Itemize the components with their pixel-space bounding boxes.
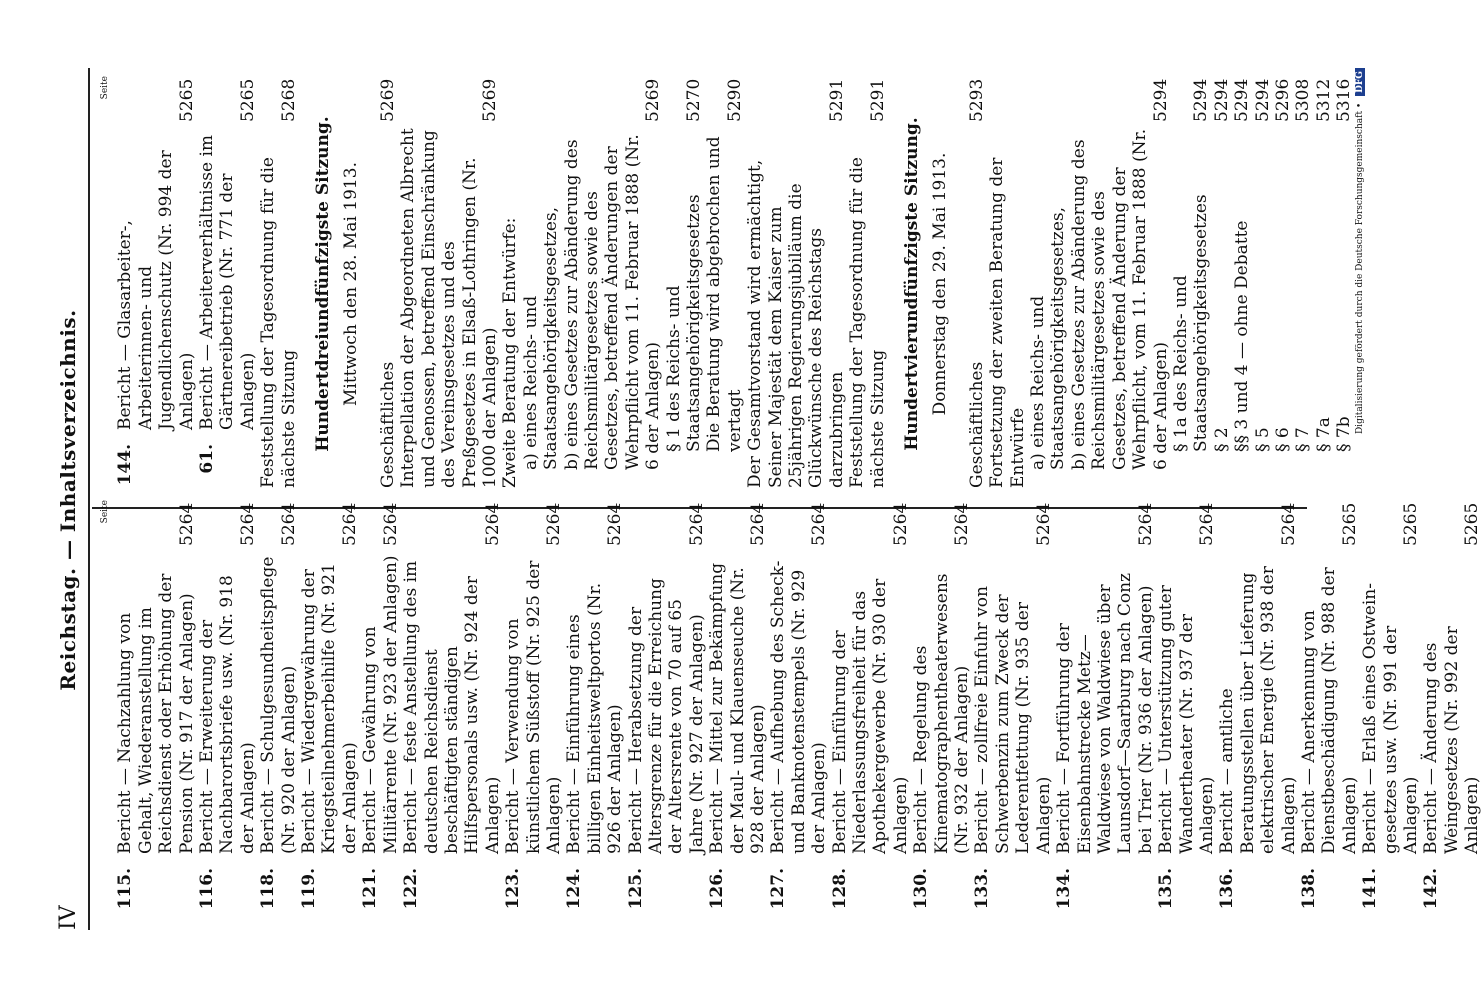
toc-entry-page: 5294 — [1252, 78, 1273, 122]
toc-entry-text: § 2 — [1211, 427, 1232, 452]
toc-entry-text: Bericht — Einführung der Niederlassungsfreiheit für das Apothekergewerbe (Nr. 930 der Anlagen) — [829, 578, 911, 854]
toc-entry-text: Bericht — amtliche Beratungsstellen über Lieferung elektrischer Energie (Nr. 938 der Anlagen) — [1217, 566, 1299, 854]
left-column — [95, 500, 1483, 912]
toc-entry-text: Bericht — Nachzahlung von Gehalt, Wiederanstellung im Reichsdienst oder Erhöhung der Pension (Nr. 917 der Anlagen) — [115, 573, 197, 854]
toc-entry — [197, 80, 258, 488]
toc-entry — [1360, 504, 1421, 912]
toc-entry-text: § 5 — [1252, 427, 1273, 452]
toc-plain-entry — [745, 80, 847, 488]
toc-entry-number: 116. — [197, 868, 218, 910]
toc-entry-text: Bericht — Gewährung von Militärrente (Nr. 923 der Anlagen) — [360, 555, 401, 854]
toc-plain-entry — [258, 80, 299, 488]
toc-entry-page: 5264 — [686, 502, 707, 546]
toc-entry-page: 5269 — [643, 78, 664, 122]
toc-entry-page: 5268 — [278, 78, 299, 122]
toc-plain-entry — [500, 80, 520, 488]
toc-entry-text: Bericht — zollfreie Einfuhr von Schwerbenzin zum Zweck der Lederentfettung (Nr. 935 der Anlagen) — [972, 586, 1054, 854]
toc-entry — [360, 504, 401, 912]
toc-plain-entry — [521, 80, 562, 488]
toc-entry-text: Feststellung der Tagesordnung für die nächste Sitzung — [847, 157, 888, 488]
right-top-entries — [115, 80, 258, 488]
toc-entry-text: Der Gesamtvorstand wird ermächtigt, Seiner Majestät dem Kaiser zum 25jährigen Regierungsjubiläum die Glückwünsche des Reichstags darzubringen — [745, 159, 847, 488]
toc-entry-number: 126. — [707, 868, 728, 910]
toc-entry-page: 5291 — [867, 78, 888, 122]
toc-entry — [1217, 504, 1299, 912]
toc-entry-text: Bericht — Erweiterung der Nachbarortsbriefe usw. (Nr. 918 der Anlagen) — [197, 575, 258, 854]
page-header — [56, 70, 84, 930]
session-title: Hundertvierundfünfzigste Sitzung. — [902, 117, 923, 451]
toc-entry-text: Bericht — Erlaß eines Ostwein-gesetzes usw. (Nr. 991 der Anlagen) — [1360, 583, 1421, 854]
toc-entry — [768, 504, 829, 912]
toc-entry-number: 61. — [197, 444, 218, 474]
toc-entry-text: § 1 des Reichs- und Staatsangehörigkeitsgesetzes — [663, 194, 704, 452]
toc-entry-page: 5264 — [278, 502, 299, 546]
toc-entry-page: 5316 — [1334, 78, 1355, 122]
toc-entry-number: 134. — [1054, 868, 1075, 910]
toc-entry-text: §§ 3 und 4 — ohne Debatte — [1232, 220, 1253, 452]
toc-entry-number: 115. — [115, 868, 136, 910]
toc-plain-entry — [987, 80, 1028, 488]
toc-entry-number: 123. — [503, 868, 524, 910]
toc-entry-text: Bericht — Anerkennung von Dienstbeschädigung (Nr. 988 der Anlagen) — [1298, 567, 1360, 854]
session-date: Donnerstag den 29. Mai 1913. — [930, 152, 951, 416]
toc-plain-entry — [562, 80, 664, 488]
dfg-logo: DFG — [1355, 68, 1365, 96]
toc-entry-number: 124. — [564, 868, 585, 910]
toc-entry — [564, 504, 625, 912]
toc-entry-page: 5264 — [952, 502, 973, 546]
toc-entry-number: 121. — [360, 868, 381, 910]
toc-entry-page: 5264 — [1135, 502, 1156, 546]
toc-entry-page: 5264 — [748, 502, 768, 546]
toc-plain-entry — [1253, 80, 1273, 488]
toc-plain-entry — [378, 80, 398, 488]
toc-entry — [258, 504, 299, 912]
toc-entry-page: 5264 — [543, 502, 564, 546]
toc-entry-text: § 7 — [1293, 427, 1314, 452]
toc-entry-text: § 7a — [1313, 417, 1334, 452]
toc-entry-page: 5294 — [1211, 78, 1232, 122]
toc-entry — [503, 504, 564, 912]
toc-entry — [972, 504, 1054, 912]
toc-entry-page: 5265 — [1462, 502, 1483, 546]
toc-entry-page: 5308 — [1293, 78, 1314, 122]
page-number: IV — [56, 905, 81, 930]
toc-entry-text: Bericht — Änderung des Weingesetzes (Nr. 992 der Anlagen) — [1421, 626, 1483, 854]
toc-entry-page: 5294 — [1191, 78, 1212, 122]
toc-entry-text: Bericht — Aufhebung des Scheck- und Banknotenstempels (Nr. 929 der Anlagen) — [768, 560, 830, 854]
toc-entry-page: 5294 — [1232, 78, 1253, 122]
toc-entry-text: Bericht — Herabsetzung der Altersgrenze für die Erreichung der Altersrente von 70 auf 65 Jahre (Nr. 927 der Anlagen) — [625, 578, 707, 854]
seite-label: Seite — [100, 500, 110, 524]
toc-entry-number: 135. — [1156, 868, 1177, 910]
toc-entry-number: 122. — [401, 868, 422, 910]
running-title: Reichstag. — Inhaltsverzeichnis. — [56, 309, 80, 691]
toc-entry-number: 119. — [299, 868, 320, 910]
toc-plain-entry — [847, 80, 888, 488]
right-column — [95, 76, 1355, 488]
toc-entry — [115, 504, 197, 912]
toc-entry-text: Bericht — Mittel zur Bekämpfung der Maul- und Klauenseuche (Nr. 928 der Anlagen) — [707, 562, 768, 854]
toc-entry-page: 5291 — [826, 78, 847, 122]
toc-plain-entry — [664, 80, 705, 488]
toc-entry-page: 5265 — [176, 78, 197, 122]
session2-items — [967, 80, 1355, 488]
toc-entry-page: 5290 — [724, 78, 745, 122]
toc-entry-page: 5265 — [1339, 502, 1360, 546]
toc-entry-page: 5265 — [237, 78, 258, 122]
toc-plain-entry — [967, 80, 987, 488]
toc-entry — [1421, 504, 1482, 912]
toc-entry-text: Geschäftliches — [377, 361, 398, 488]
toc-entry-text: Bericht — Regelung des Kinematographentheaterwesens (Nr. 932 der Anlagen) — [911, 573, 973, 854]
toc-entry-text: b) eines Gesetzes zur Abänderung des Reichsmilitärgesetzes sowie des Gesetzes, betreffend Änderung der Wehrpflicht, vom 11. Februar 1888 (Nr. 6 der Anlagen) — [1068, 128, 1171, 470]
toc-entry — [1156, 504, 1217, 912]
toc-entry — [626, 504, 708, 912]
toc-entry-text: Bericht — Einführung eines billigen Einheitsweltportos (Nr. 926 der Anlagen) — [564, 582, 626, 854]
toc-entry-page: 5294 — [1150, 78, 1171, 122]
toc-plain-entry — [1232, 80, 1252, 488]
toc-entry-text: § 7b — [1334, 416, 1355, 452]
toc-entry-text: Die Beratung wird abgebrochen und vertagt — [704, 136, 745, 452]
toc-entry-page: 5264 — [1196, 502, 1217, 546]
toc-entry-page: 5293 — [966, 78, 987, 122]
toc-entry-page: 5296 — [1272, 78, 1293, 122]
toc-entry-page: 5264 — [605, 502, 626, 546]
toc-plain-entry — [1069, 80, 1171, 488]
toc-entry-text: Feststellung der Tagesordnung für die nächste Sitzung — [258, 157, 299, 488]
toc-entry-text: § 6 — [1272, 427, 1293, 452]
toc-entry-page: 5264 — [380, 502, 401, 546]
toc-entry — [299, 504, 360, 912]
toc-entry-text: Bericht — Wiedergewährung der Kriegsteilnehmerbeihilfe (Nr. 921 der Anlagen) — [299, 563, 360, 854]
toc-entry-number: 127. — [768, 868, 789, 910]
toc-entry-number: 125. — [625, 868, 646, 910]
header-rule — [88, 68, 90, 930]
toc-entry-text: a) eines Reichs- und Staatsangehörigkeitsgesetzes, — [520, 206, 562, 470]
toc-entry-number: 118. — [258, 868, 279, 910]
toc-plain-entry — [1293, 80, 1313, 488]
session1-items — [378, 80, 888, 488]
toc-entry — [830, 504, 912, 912]
toc-entry — [197, 504, 258, 912]
toc-entry-page: 5264 — [890, 502, 911, 546]
toc-entry-page: 5264 — [237, 502, 258, 546]
toc-entry-page: 5264 — [1278, 502, 1299, 546]
toc-entry — [401, 504, 503, 912]
toc-plain-entry — [1171, 80, 1212, 488]
toc-entry-page: 5269 — [479, 78, 500, 122]
toc-entry-number: 136. — [1217, 868, 1238, 910]
toc-entry — [115, 80, 197, 488]
toc-entry-page: 5312 — [1313, 78, 1334, 122]
toc-entry-text: Geschäftliches — [966, 361, 987, 488]
footer-text: Digitalisierung gefördert durch die Deutsche Forschungsgemeinschaft • — [1355, 102, 1365, 435]
toc-entry-text: Bericht — Fortführung der Eisenbahnstrecke Metz—Waldwiese von Waldwiese über Launsdorf—Saarburg nach Conz bei Trier (Nr. 936 der Anlagen) — [1054, 573, 1156, 854]
toc-plain-entry — [1273, 80, 1293, 488]
toc-entry-text: Bericht — Verwendung von künstlichem Süßstoff (Nr. 925 der Anlagen) — [503, 560, 564, 854]
toc-entry-page: 5269 — [377, 78, 398, 122]
toc-entry-number: 130. — [911, 868, 932, 910]
toc-entry-text: b) eines Gesetzes zur Abänderung des Reichsmilitärgesetzes sowie des Gesetzes, betreffend Änderungen der Wehrpflicht vom 11. Februar 1888 (Nr. 6 der Anlagen) — [561, 134, 664, 470]
toc-entry-text: Bericht — Unterstützung guter Wandertheater (Nr. 937 der Anlagen) — [1156, 585, 1217, 854]
seite-label: Seite — [100, 76, 110, 100]
toc-plain-entry — [1212, 80, 1232, 488]
toc-plain-entry — [1028, 80, 1069, 488]
toc-entry-number: 133. — [972, 868, 993, 910]
toc-entry-text: § 1a des Reichs- und Staatsangehörigkeitsgesetzes — [1170, 194, 1212, 452]
toc-entry-page: 5264 — [339, 502, 360, 546]
toc-entry-number: 138. — [1298, 868, 1319, 910]
toc-plain-entry — [1334, 80, 1354, 488]
toc-entry-page: 5264 — [809, 502, 830, 546]
session-title: Hundertdreiundfünfzigste Sitzung. — [313, 116, 334, 452]
toc-entry — [911, 504, 972, 912]
toc-entry-text: Bericht — feste Anstellung des im deutschen Reichsdienst beschäftigten ständigen Hilfspersonals usw. (Nr. 924 der Anlagen) — [401, 560, 503, 854]
toc-entry-page: 5264 — [1033, 502, 1054, 546]
toc-entry-number: 141. — [1360, 868, 1381, 910]
toc-entry-page: 5270 — [683, 78, 704, 122]
toc-entry-text: Zweite Beratung der Entwürfe: — [500, 217, 521, 488]
toc-entry-text: Bericht — Glasarbeiter-, Arbeiterinnen- und Jugendlichenschutz (Nr. 994 der Anlagen) — [115, 150, 197, 430]
toc-plain-entry — [1314, 80, 1334, 488]
toc-entry-number: 144. — [115, 444, 136, 486]
toc-entry-text: Fortsetzung der zweiten Beratung der Entwürfe — [987, 157, 1028, 488]
toc-entry-text: Interpellation der Abgeordneten Albrecht und Genossen, betreffend Einschränkung des Vereinsgesetzes und des Preßgesetzes in Elsaß-Lothringen (Nr. 1000 der Anlagen) — [398, 128, 500, 488]
toc-entry-page: 5264 — [176, 502, 197, 546]
toc-entry-number: 142. — [1421, 868, 1442, 910]
toc-entry-number: 128. — [829, 868, 850, 910]
toc-plain-entry — [704, 80, 745, 488]
toc-entry — [1299, 504, 1360, 912]
toc-entry-page: 5264 — [482, 502, 503, 546]
toc-entry-text: Bericht — Arbeiterverhältnisse im Gärtnereibetrieb (Nr. 771 der Anlagen) — [197, 134, 258, 430]
toc-entry — [1054, 504, 1156, 912]
toc-entry-page: 5265 — [1401, 502, 1421, 546]
toc-entry-text: Bericht — Schulgesundheitspflege (Nr. 920 der Anlagen) — [258, 556, 299, 854]
footer — [1355, 68, 1365, 930]
session-date: Mittwoch den 28. Mai 1913. — [341, 162, 362, 406]
toc-entry-text: a) eines Reichs- und Staatsangehörigkeitsgesetzes, — [1028, 206, 1069, 470]
toc-entry — [707, 504, 768, 912]
toc-plain-entry — [398, 80, 500, 488]
